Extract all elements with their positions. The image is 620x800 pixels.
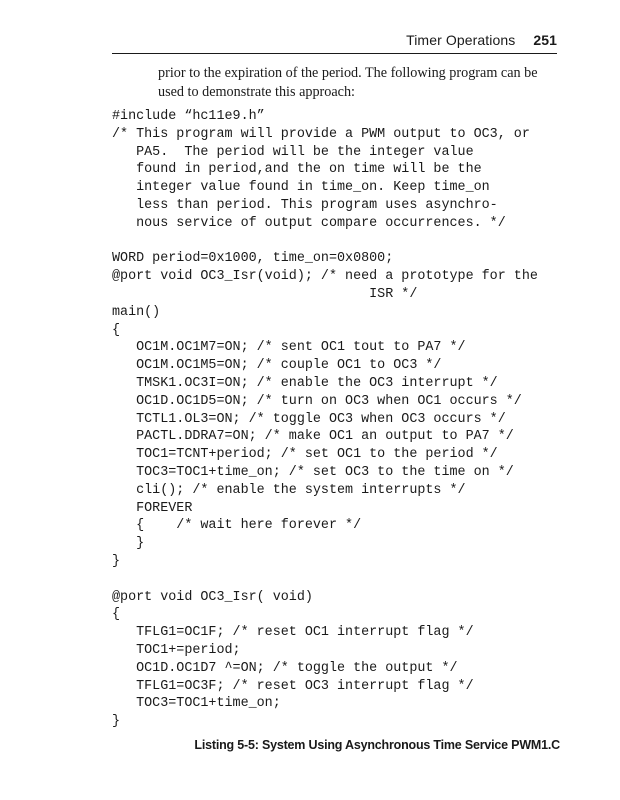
running-header: [406, 32, 557, 48]
code-listing: [112, 108, 538, 731]
page-number: 251: [533, 32, 557, 48]
code-line: }: [112, 553, 121, 569]
code-line: }: [112, 536, 145, 552]
code-line: OC1M.OC1M7=ON; /* sent OC1 tout to PA7 */: [112, 340, 466, 356]
code-line: found in period,and the on time will be the: [112, 162, 482, 178]
code-line: OC1M.OC1M5=ON; /* couple OC1 to OC3 */: [112, 358, 442, 374]
code-line: OC1D.OC1D5=ON; /* turn on OC3 when OC1 occurs */: [112, 393, 522, 409]
code-line: TOC3=TOC1+time_on;: [112, 696, 281, 712]
code-line: {: [112, 607, 121, 623]
code-line: ISR */: [112, 286, 418, 302]
code-line: { /* wait here forever */: [112, 518, 362, 534]
code-line: [112, 233, 538, 251]
code-line: OC1D.OC1D7 ^=ON; /* toggle the output */: [112, 660, 458, 676]
code-line: #include “hc11e9.h”: [112, 109, 265, 124]
chapter-title: Timer Operations: [406, 32, 516, 48]
code-line: TFLG1=OC3F; /* reset OC3 interrupt flag */: [112, 678, 474, 694]
code-line: TOC1+=period;: [112, 642, 241, 658]
code-line: FOREVER: [112, 500, 193, 516]
intro-line: used to demonstrate this approach:: [158, 84, 355, 100]
code-line: TMSK1.OC3I=ON; /* enable the OC3 interrupt */: [112, 375, 498, 391]
code-line: @port void OC3_Isr( void): [112, 589, 313, 605]
code-line: PA5. The period will be the integer value: [112, 144, 474, 160]
code-line: integer value found in time_on. Keep time_on: [112, 180, 490, 196]
code-line: TOC1=TCNT+period; /* set OC1 to the period */: [112, 447, 498, 463]
code-line: TFLG1=OC1F; /* reset OC1 interrupt flag */: [112, 625, 474, 641]
code-line: {: [112, 322, 121, 338]
code-line: [112, 571, 538, 589]
intro-line: prior to the expiration of the period. The following program can be: [158, 65, 538, 81]
code-line: TOC3=TOC1+time_on; /* set OC3 to the time on */: [112, 464, 514, 480]
listing-caption: Listing 5-5: System Using Asynchronous Time Service PWM1.C: [194, 738, 560, 752]
code-line: TCTL1.OL3=ON; /* toggle OC3 when OC3 occurs */: [112, 411, 506, 427]
code-line: }: [112, 714, 121, 730]
code-line: WORD period=0x1000, time_on=0x0800;: [112, 251, 394, 267]
code-line: less than period. This program uses asynchro-: [112, 197, 498, 213]
header-rule: [112, 53, 557, 54]
code-line: main(): [112, 304, 161, 320]
code-line: cli(); /* enable the system interrupts */: [112, 482, 466, 498]
code-line: nous service of output compare occurrences. */: [112, 215, 506, 231]
code-line: PACTL.DDRA7=ON; /* make OC1 an output to PA7 */: [112, 429, 514, 445]
code-line: @port void OC3_Isr(void); /* need a prototype for the: [112, 269, 538, 285]
intro-paragraph: [158, 64, 568, 102]
code-line: /* This program will provide a PWM output to OC3, or: [112, 126, 530, 142]
